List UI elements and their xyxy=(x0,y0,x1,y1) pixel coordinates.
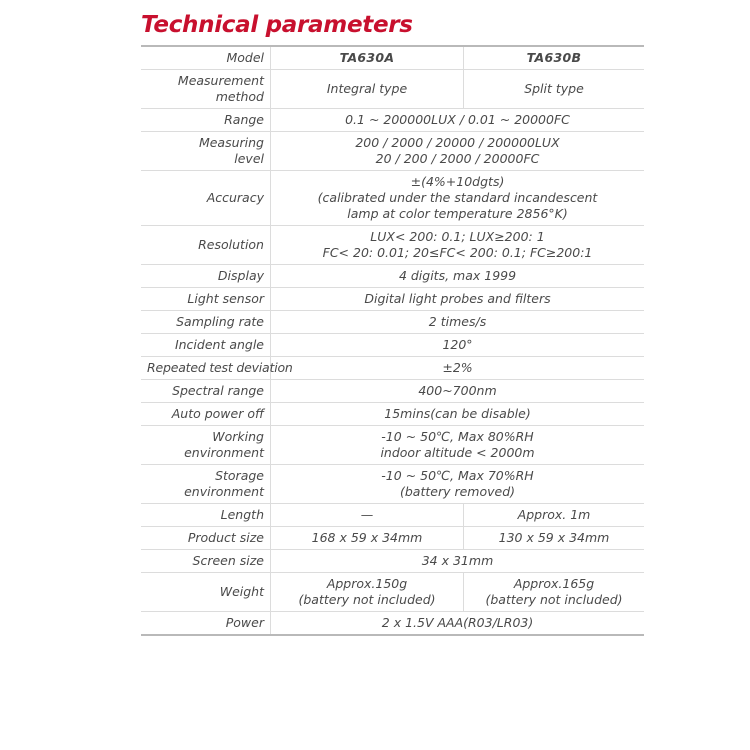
row-label-weight: Weight xyxy=(141,573,271,612)
row-label-incident-angle: Incident angle xyxy=(141,334,271,357)
value-line-2: (calibrated under the standard incandescent xyxy=(317,190,598,205)
cell-resolution xyxy=(271,226,645,265)
table-row xyxy=(141,171,644,226)
cell-product-size-b: 130 x 59 x 34mm xyxy=(498,530,610,545)
table-row xyxy=(141,550,644,573)
cell-repeated-test-deviation: ±2% xyxy=(442,360,473,375)
row-label-measurement-method xyxy=(141,70,271,109)
value-line-2: (battery removed) xyxy=(399,484,516,499)
value-line-2: indoor altitude < 2000m xyxy=(380,445,535,460)
value-line-1: -10 ~ 50℃, Max 80%RH xyxy=(381,429,534,444)
table-row xyxy=(141,109,644,132)
row-label-screen-size: Screen size xyxy=(141,550,271,573)
row-label-storage-environment xyxy=(141,465,271,504)
table-body xyxy=(141,46,644,635)
cell-power: 2 x 1.5V AAA(R03/LR03) xyxy=(381,615,534,630)
label-line-1: Measurement xyxy=(177,73,264,88)
table-row xyxy=(141,403,644,426)
row-label-range: Range xyxy=(141,109,271,132)
cell-measurement-method-a: Integral type xyxy=(271,70,464,109)
table-row xyxy=(141,426,644,465)
cell-length-b: Approx. 1m xyxy=(517,507,591,522)
cell-model-b: TA630B xyxy=(526,50,582,65)
cell-working-environment xyxy=(271,426,645,465)
technical-parameters-table xyxy=(141,45,644,636)
value-line-1: Approx.165g xyxy=(513,576,595,591)
cell-storage-environment xyxy=(271,465,645,504)
label-line-1: Storage xyxy=(215,468,264,483)
value-line-2: 20 / 200 / 2000 / 20000FC xyxy=(375,151,540,166)
table-row xyxy=(141,311,644,334)
row-label-light-sensor: Light sensor xyxy=(141,288,271,311)
row-label-sampling-rate: Sampling rate xyxy=(141,311,271,334)
cell-product-size-a: 168 x 59 x 34mm xyxy=(271,527,464,550)
cell-model-a: TA630A xyxy=(271,46,464,70)
cell-screen-size: 34 x 31mm xyxy=(421,553,494,568)
value-line-1: ±(4%+10dgts) xyxy=(410,174,505,189)
cell-length-a: — xyxy=(271,504,464,527)
table-row xyxy=(141,132,644,171)
table-row xyxy=(141,265,644,288)
label-line-2: environment xyxy=(184,484,264,499)
cell-sampling-rate: 2 times/s xyxy=(428,314,487,329)
cell-measurement-method-b: Split type xyxy=(524,81,584,96)
value-line-1: Approx.150g xyxy=(326,576,408,591)
cell-display: 4 digits, max 1999 xyxy=(398,268,517,283)
table-row xyxy=(141,70,644,109)
row-label-display: Display xyxy=(141,265,271,288)
table-row xyxy=(141,334,644,357)
row-label-length: Length xyxy=(141,504,271,527)
value-line-2: (battery not included) xyxy=(298,592,436,607)
row-label-auto-power-off: Auto power off xyxy=(141,403,271,426)
label-line-2: level xyxy=(234,151,264,166)
value-line-1: -10 ~ 50℃, Max 70%RH xyxy=(381,468,534,483)
cell-weight-b xyxy=(464,573,645,612)
row-label-accuracy: Accuracy xyxy=(141,171,271,226)
table-row xyxy=(141,612,644,636)
table-row xyxy=(141,573,644,612)
cell-weight-a xyxy=(271,573,464,612)
row-label-measuring-level xyxy=(141,132,271,171)
table-row xyxy=(141,288,644,311)
value-line-3: lamp at color temperature 2856°K) xyxy=(347,206,568,221)
cell-measuring-level xyxy=(271,132,645,171)
cell-range: 0.1 ~ 200000LUX / 0.01 ~ 20000FC xyxy=(345,112,570,127)
table-row xyxy=(141,527,644,550)
row-label-power: Power xyxy=(141,612,271,636)
row-label-resolution: Resolution xyxy=(141,226,271,265)
row-label-repeated-test-deviation: Repeated test deviation xyxy=(141,357,271,380)
cell-incident-angle: 120° xyxy=(442,337,473,352)
table-row xyxy=(141,504,644,527)
cell-accuracy xyxy=(271,171,645,226)
label-line-2: method xyxy=(215,89,264,104)
label-line-1: Measuring xyxy=(198,135,264,150)
row-label-spectral-range: Spectral range xyxy=(141,380,271,403)
value-line-2: (battery not included) xyxy=(485,592,623,607)
table-row xyxy=(141,357,644,380)
table-row xyxy=(141,226,644,265)
value-line-2: FC< 20: 0.01; 20≤FC< 200: 0.1; FC≥200:1 xyxy=(322,245,593,260)
value-line-1: LUX< 200: 0.1; LUX≥200: 1 xyxy=(370,229,545,244)
page-title: Technical parameters xyxy=(141,12,413,38)
value-line-1: 200 / 2000 / 20000 / 200000LUX xyxy=(355,135,560,150)
label-line-2: environment xyxy=(184,445,264,460)
label-line-1: Working xyxy=(212,429,264,444)
table-row xyxy=(141,380,644,403)
cell-auto-power-off: 15mins(can be disable) xyxy=(384,406,531,421)
cell-spectral-range: 400~700nm xyxy=(418,383,497,398)
row-label-model: Model xyxy=(141,46,271,70)
row-label-product-size: Product size xyxy=(141,527,271,550)
table-row xyxy=(141,46,644,70)
cell-light-sensor: Digital light probes and filters xyxy=(364,291,551,306)
row-label-working-environment xyxy=(141,426,271,465)
table-row xyxy=(141,465,644,504)
